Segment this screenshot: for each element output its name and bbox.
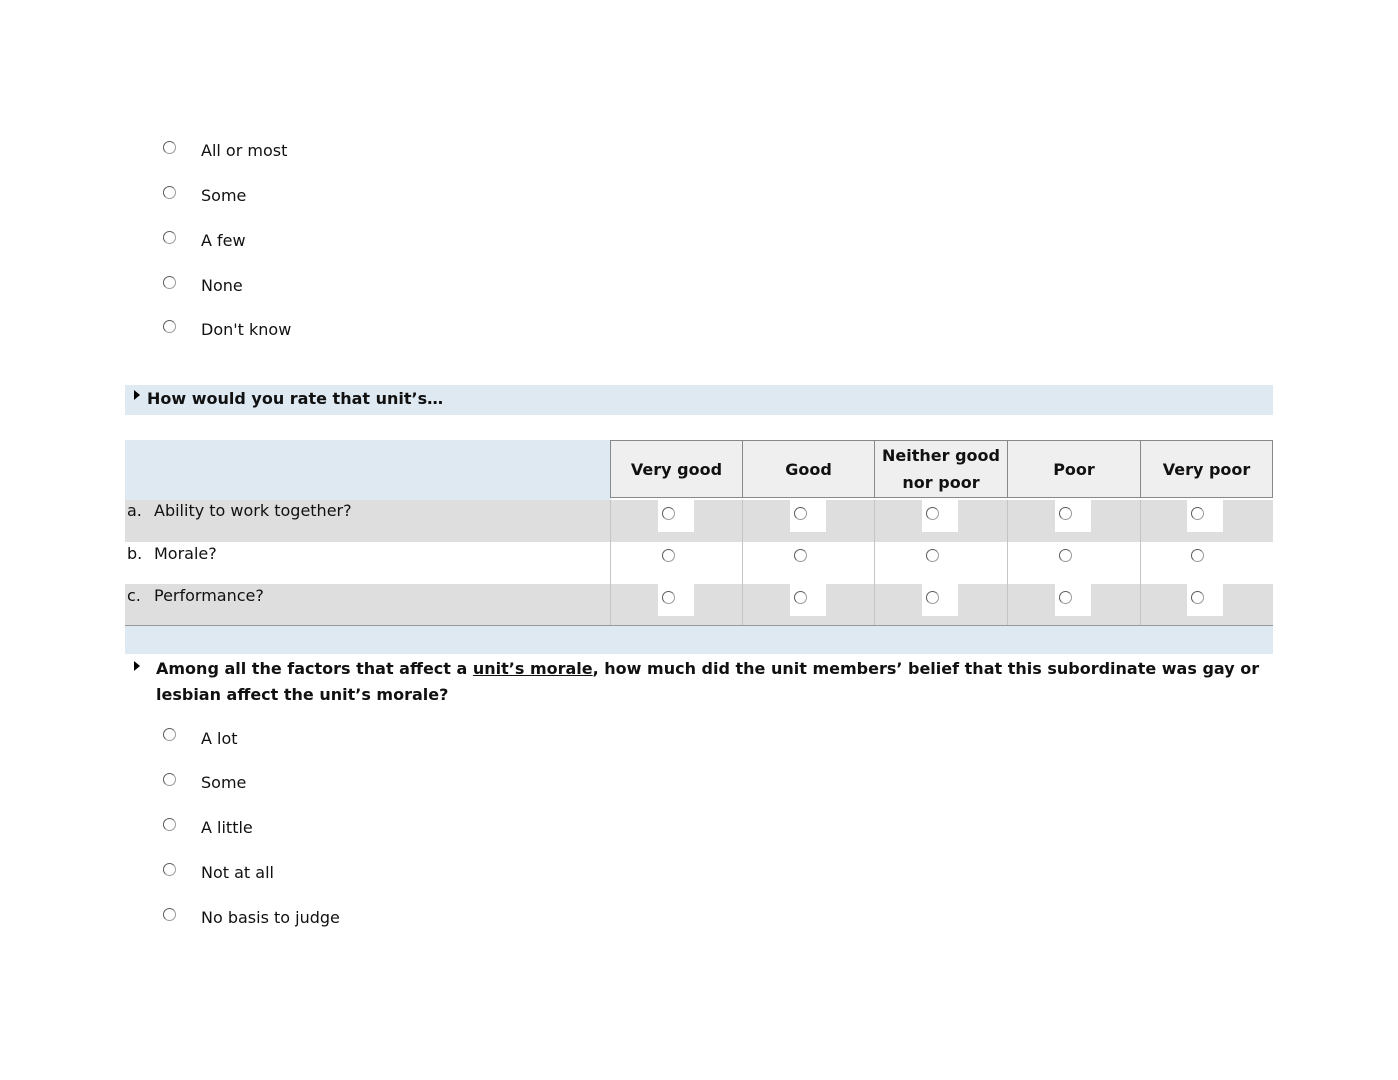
q3-option-label: A little [201,818,253,837]
q1-radio-a-few[interactable] [163,231,176,244]
q1-option-label: None [201,276,243,295]
column-header-neither [874,440,1008,498]
q1-option-label: All or most [201,141,288,160]
matrix-row-c [125,584,1273,626]
radio-b-poor[interactable] [1059,549,1072,562]
radio-a-good[interactable] [794,507,807,520]
row-label: Morale? [154,544,217,563]
column-header-good: Good [742,440,875,498]
q1-option-label: Some [201,186,247,205]
column-header-very-poor: Very poor [1140,440,1273,498]
triangle-right-icon [134,390,140,400]
radio-b-very-good[interactable] [662,549,675,562]
q3-title-part: Among all the factors that affect a [156,659,473,678]
q3-radio-a-little[interactable] [163,818,176,831]
radio-a-neither[interactable] [926,507,939,520]
column-separator [1140,500,1141,626]
radio-c-very-good[interactable] [662,591,675,604]
q1-radio-some[interactable] [163,186,176,199]
column-header-neither-label: Neither good nor poor [882,446,1000,492]
radio-b-very-poor[interactable] [1191,549,1204,562]
q1-radio-dont-know[interactable] [163,320,176,333]
q3-title-underlined: unit’s morale [472,659,593,678]
radio-c-good[interactable] [794,591,807,604]
column-separator [610,500,611,626]
q1-option-label: A few [201,231,246,250]
q1-radio-all-or-most[interactable] [163,141,176,154]
matrix-footer [125,625,1273,654]
q2-question-title: How would you rate that unit’s… [147,389,444,408]
matrix-header-blank [125,440,611,500]
column-header-poor: Poor [1007,440,1141,498]
q3-radio-some[interactable] [163,773,176,786]
q3-option-label: No basis to judge [201,908,340,927]
q3-option-label: Not at all [201,863,274,882]
column-separator [874,500,875,626]
radio-a-poor[interactable] [1059,507,1072,520]
radio-c-neither[interactable] [926,591,939,604]
column-separator [742,500,743,626]
row-letter: c. [127,586,141,605]
column-separator [1007,500,1008,626]
radio-a-very-good[interactable] [662,507,675,520]
radio-b-neither[interactable] [926,549,939,562]
q1-radio-none[interactable] [163,276,176,289]
row-letter: a. [127,501,142,520]
q3-title-part: , how much did the unit members’ belief that this subordinate was gay or lesbian affect the unit’s morale? [156,659,1260,704]
q1-option-label: Don't know [201,320,292,339]
q3-radio-no-basis[interactable] [163,908,176,921]
q3-option-label: Some [201,773,247,792]
matrix-row-b [125,542,1273,584]
radio-c-very-poor[interactable] [1191,591,1204,604]
triangle-right-icon [134,661,140,671]
q3-radio-not-at-all[interactable] [163,863,176,876]
q3-option-label: A lot [201,729,238,748]
row-label: Performance? [154,586,264,605]
q3-question-title [156,656,1266,708]
column-header-very-good: Very good [610,440,743,498]
radio-b-good[interactable] [794,549,807,562]
radio-c-poor[interactable] [1059,591,1072,604]
radio-a-very-poor[interactable] [1191,507,1204,520]
q3-radio-a-lot[interactable] [163,728,176,741]
row-letter: b. [127,544,143,563]
row-label: Ability to work together? [154,501,352,520]
